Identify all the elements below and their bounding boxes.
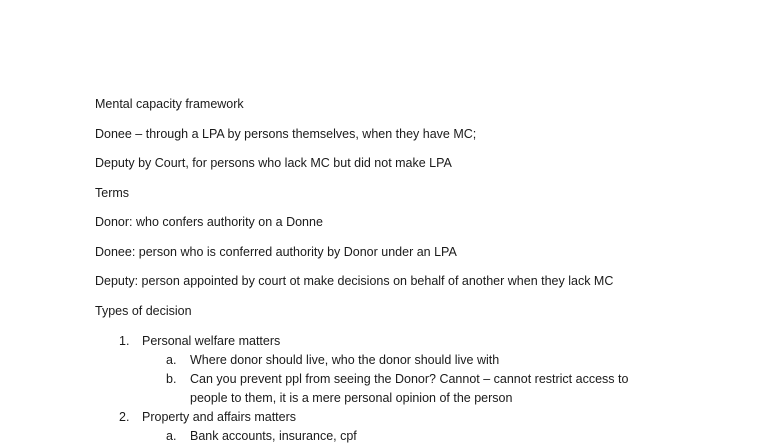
sublist-marker: a. bbox=[166, 429, 177, 443]
sublist-marker: b. bbox=[166, 372, 177, 386]
list-marker: 1. bbox=[119, 334, 130, 348]
sublist-item-prevent-access: Can you prevent ppl from seeing the Donor? Cannot – cannot restrict access to people to them, it is a mere personal opinion of the person bbox=[190, 372, 629, 405]
paragraph-donee-lpa: Donee – through a LPA by persons themselves, when they have MC; bbox=[95, 127, 477, 141]
list-marker: 2. bbox=[119, 410, 130, 424]
heading-mental-capacity-framework: Mental capacity framework bbox=[95, 97, 244, 111]
paragraph-deputy-definition: Deputy: person appointed by court ot make decisions on behalf of another when they lack MC bbox=[95, 274, 614, 288]
sublist-item-where-donor-lives: Where donor should live, who the donor should live with bbox=[190, 353, 500, 367]
paragraph-donor-definition: Donor: who confers authority on a Donne bbox=[95, 215, 323, 229]
list-item-property-affairs: Property and affairs matters bbox=[142, 410, 297, 424]
heading-types-of-decision: Types of decision bbox=[95, 304, 192, 318]
sublist-item-bank-accounts: Bank accounts, insurance, cpf bbox=[190, 429, 357, 443]
list-item-personal-welfare: Personal welfare matters bbox=[142, 334, 281, 348]
heading-terms: Terms bbox=[95, 186, 130, 200]
paragraph-deputy-court: Deputy by Court, for persons who lack MC but did not make LPA bbox=[95, 156, 452, 170]
sublist-marker: a. bbox=[166, 353, 177, 367]
paragraph-donee-definition: Donee: person who is conferred authority by Donor under an LPA bbox=[95, 245, 457, 259]
